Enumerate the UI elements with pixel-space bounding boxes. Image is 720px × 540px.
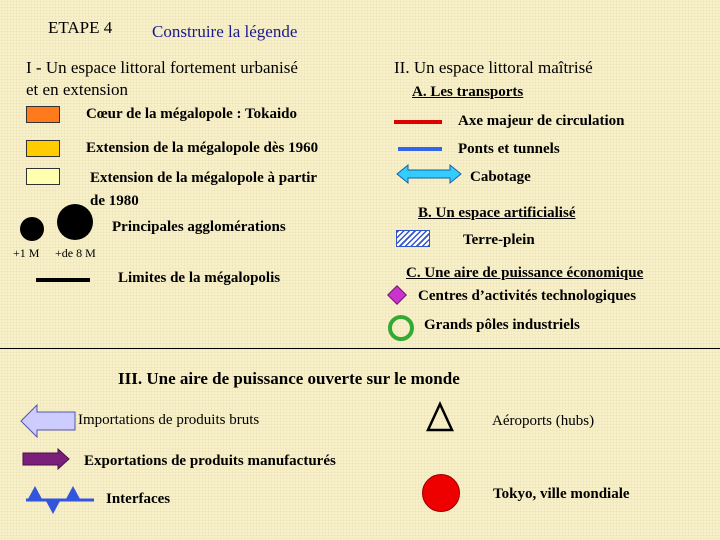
coeur-swatch xyxy=(26,106,60,123)
terreplein-label: Terre-plein xyxy=(463,232,535,248)
aeroport-triangle-icon xyxy=(426,402,454,432)
limites-label: Limites de la mégalopolis xyxy=(118,270,281,286)
centres-diamond-icon xyxy=(387,285,407,305)
ext1980-label-line1: Extension de la mégalopole à partir xyxy=(90,170,318,186)
agglo-small-dot xyxy=(20,217,44,241)
limites-line xyxy=(36,278,90,282)
importations-arrow xyxy=(20,404,76,438)
transports-title: A. Les transports xyxy=(412,84,524,100)
ext1960-swatch xyxy=(26,140,60,157)
section1-title-line2: et en extension xyxy=(26,80,128,99)
poles-label: Grands pôles industriels xyxy=(424,317,580,333)
section3-title: III. Une aire de puissance ouverte sur le monde xyxy=(118,369,460,388)
ext1980-swatch xyxy=(26,168,60,185)
importations-label: Importations de produits bruts xyxy=(78,412,260,428)
agglos-label: Principales agglomérations xyxy=(112,219,286,235)
ext1960-label: Extension de la mégalopole dès 1960 xyxy=(86,140,319,156)
ponts-line xyxy=(398,147,442,151)
ponts-label: Ponts et tunnels xyxy=(458,141,560,157)
tokyo-label: Tokyo, ville mondiale xyxy=(493,486,630,502)
interfaces-label: Interfaces xyxy=(106,491,171,507)
axe-label: Axe majeur de circulation xyxy=(458,113,625,129)
section-divider xyxy=(0,348,720,349)
size-large-label: +de 8 M xyxy=(55,246,96,260)
step-label: ETAPE 4 xyxy=(48,18,113,37)
centres-label: Centres d’activités technologiques xyxy=(418,288,637,304)
size-small-label: +1 M xyxy=(13,246,40,260)
puissance-title: C. Une aire de puissance économique xyxy=(406,265,644,281)
cabotage-arrow xyxy=(396,164,462,184)
tokyo-dot-icon xyxy=(422,474,460,512)
coeur-label: Cœur de la mégalopole : Tokaido xyxy=(86,106,298,122)
agglo-large-dot xyxy=(57,204,93,240)
exportations-label: Exportations de produits manufacturés xyxy=(84,453,336,469)
step-title: Construire la légende xyxy=(152,22,298,41)
axe-line xyxy=(394,120,442,124)
terreplein-swatch xyxy=(396,230,430,247)
ext1980-label-line2: de 1980 xyxy=(90,193,139,209)
cabotage-label: Cabotage xyxy=(470,169,531,185)
section2-title: II. Un espace littoral maîtrisé xyxy=(394,58,593,77)
exportations-arrow xyxy=(22,448,70,470)
interfaces-symbol xyxy=(24,486,96,516)
section1-title-line1: I - Un espace littoral fortement urbanisé xyxy=(26,58,298,77)
artificialise-title: B. Un espace artificialisé xyxy=(418,205,576,221)
aeroports-label: Aéroports (hubs) xyxy=(492,413,595,429)
poles-circle-icon xyxy=(388,315,414,341)
